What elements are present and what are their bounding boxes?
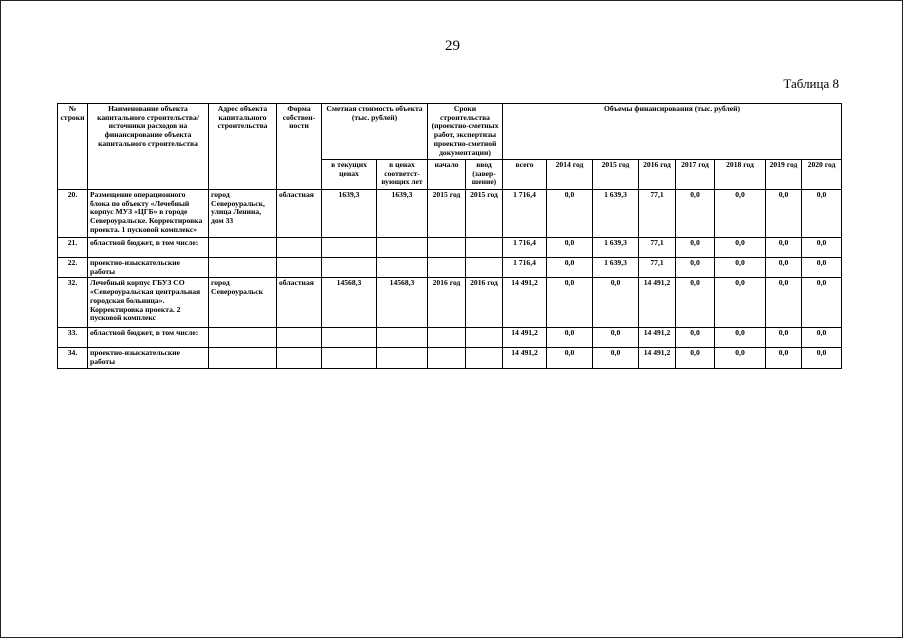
cell-name: Размещение операционного блока по объекту «Лечебный корпус МУЗ «ЦГБ» в городе Североуральске. Корректировка проекта. 1 пусковой комплекс» bbox=[88, 190, 209, 238]
cell-2016: 14 491,2 bbox=[639, 328, 676, 348]
header-2014: 2014 год bbox=[547, 160, 593, 190]
cell-cost-current bbox=[322, 348, 377, 368]
header-2015: 2015 год bbox=[593, 160, 639, 190]
cell-2020: 0,0 bbox=[802, 238, 842, 258]
cell-cost-actual bbox=[377, 238, 428, 258]
cell-end: 2015 год bbox=[466, 190, 503, 238]
cell-2014: 0,0 bbox=[547, 190, 593, 238]
cell-2018: 0,0 bbox=[715, 328, 766, 348]
table-row bbox=[58, 278, 842, 328]
cell-2015: 0,0 bbox=[593, 328, 639, 348]
cell-cost-current bbox=[322, 238, 377, 258]
table-row bbox=[58, 328, 842, 348]
cell-2017: 0,0 bbox=[676, 258, 715, 278]
cell-2016: 77,1 bbox=[639, 238, 676, 258]
header-num: № строки bbox=[58, 104, 88, 190]
cell-2018: 0,0 bbox=[715, 278, 766, 328]
table-row bbox=[58, 238, 842, 258]
cell-cost-current: 1639,3 bbox=[322, 190, 377, 238]
cell-name: Лечебный корпус ГБУЗ СО «Североуральская центральная городская больница». Корректировка проекта. 2 пусковой комплекс bbox=[88, 278, 209, 328]
cell-address bbox=[209, 348, 277, 368]
cell-start bbox=[428, 328, 466, 348]
cell-cost-actual bbox=[377, 328, 428, 348]
cell-cost-actual bbox=[377, 348, 428, 368]
header-end: ввод (завер-шение) bbox=[466, 160, 503, 190]
cell-name: областной бюджет, в том числе: bbox=[88, 328, 209, 348]
cell-address bbox=[209, 238, 277, 258]
page-number: 29 bbox=[445, 38, 460, 54]
cell-2020: 0,0 bbox=[802, 348, 842, 368]
cell-total: 14 491,2 bbox=[503, 328, 547, 348]
cell-cost-actual: 14568,3 bbox=[377, 278, 428, 328]
cell-ownership bbox=[277, 328, 322, 348]
cell-cost-current: 14568,3 bbox=[322, 278, 377, 328]
cell-2019: 0,0 bbox=[766, 258, 802, 278]
cell-ownership bbox=[277, 238, 322, 258]
cell-total: 1 716,4 bbox=[503, 258, 547, 278]
cell-ownership bbox=[277, 258, 322, 278]
cell-total: 14 491,2 bbox=[503, 348, 547, 368]
cell-total: 1 716,4 bbox=[503, 238, 547, 258]
cell-cost-current bbox=[322, 328, 377, 348]
table-row bbox=[58, 348, 842, 368]
cell-2019: 0,0 bbox=[766, 328, 802, 348]
cell-cost-actual: 1639,3 bbox=[377, 190, 428, 238]
cell-total: 14 491,2 bbox=[503, 278, 547, 328]
cell-cost-current bbox=[322, 258, 377, 278]
cell-2015: 0,0 bbox=[593, 278, 639, 328]
header-terms: Сроки строительства (проектно-сметных работ, экспертизы проектно-сметной документации) bbox=[428, 104, 503, 160]
cell-end bbox=[466, 258, 503, 278]
cell-2020: 0,0 bbox=[802, 278, 842, 328]
header-cost-actual: в ценах соответст-вующих лет bbox=[377, 160, 428, 190]
cell-2018: 0,0 bbox=[715, 190, 766, 238]
cell-name: проектно-изыскательские работы bbox=[88, 348, 209, 368]
cell-name: проектно-изыскательские работы bbox=[88, 258, 209, 278]
cell-2020: 0,0 bbox=[802, 328, 842, 348]
table-title: Таблица 8 bbox=[783, 76, 839, 91]
cell-2017: 0,0 bbox=[676, 238, 715, 258]
cell-end bbox=[466, 348, 503, 368]
cell-end bbox=[466, 238, 503, 258]
cell-start bbox=[428, 348, 466, 368]
header-2019: 2019 год bbox=[766, 160, 802, 190]
cell-end: 2016 год bbox=[466, 278, 503, 328]
cell-address bbox=[209, 258, 277, 278]
header-2017: 2017 год bbox=[676, 160, 715, 190]
header-2016: 2016 год bbox=[639, 160, 676, 190]
cell-total: 1 716,4 bbox=[503, 190, 547, 238]
cell-2015: 1 639,3 bbox=[593, 190, 639, 238]
cell-2016: 14 491,2 bbox=[639, 348, 676, 368]
cell-2014: 0,0 bbox=[547, 328, 593, 348]
table-row bbox=[58, 258, 842, 278]
cell-num: 20. bbox=[58, 190, 88, 238]
cell-2018: 0,0 bbox=[715, 258, 766, 278]
cell-2017: 0,0 bbox=[676, 348, 715, 368]
header-name: Наименование объекта капитального строительства/ источники расходов на финансирование объекта капитального строительства bbox=[88, 104, 209, 190]
cell-name: областной бюджет, в том числе: bbox=[88, 238, 209, 258]
header-start: начало bbox=[428, 160, 466, 190]
cell-2015: 1 639,3 bbox=[593, 258, 639, 278]
cell-2016: 14 491,2 bbox=[639, 278, 676, 328]
cell-2019: 0,0 bbox=[766, 238, 802, 258]
header-address: Адрес объекта капитального строительства bbox=[209, 104, 277, 190]
cell-num: 21. bbox=[58, 238, 88, 258]
cell-num: 34. bbox=[58, 348, 88, 368]
header-ownership: Форма собствен-ности bbox=[277, 104, 322, 190]
header-cost: Сметная стоимость объекта (тыс. рублей) bbox=[322, 104, 428, 160]
cell-2018: 0,0 bbox=[715, 238, 766, 258]
table-row bbox=[58, 190, 842, 238]
cell-2018: 0,0 bbox=[715, 348, 766, 368]
cell-cost-actual bbox=[377, 258, 428, 278]
cell-end bbox=[466, 328, 503, 348]
cell-2015: 1 639,3 bbox=[593, 238, 639, 258]
header-total: всего bbox=[503, 160, 547, 190]
cell-start bbox=[428, 238, 466, 258]
cell-address: город Североуральск bbox=[209, 278, 277, 328]
cell-ownership: областная bbox=[277, 278, 322, 328]
cell-2014: 0,0 bbox=[547, 278, 593, 328]
cell-2019: 0,0 bbox=[766, 348, 802, 368]
cell-2016: 77,1 bbox=[639, 190, 676, 238]
header-cost-current: в текущих ценах bbox=[322, 160, 377, 190]
cell-2017: 0,0 bbox=[676, 278, 715, 328]
cell-start bbox=[428, 258, 466, 278]
cell-2015: 0,0 bbox=[593, 348, 639, 368]
cell-2019: 0,0 bbox=[766, 190, 802, 238]
cell-start: 2015 год bbox=[428, 190, 466, 238]
cell-num: 22. bbox=[58, 258, 88, 278]
cell-address: город Североуральск, улица Ленина, дом 33 bbox=[209, 190, 277, 238]
cell-address bbox=[209, 328, 277, 348]
financing-table bbox=[57, 103, 842, 369]
cell-ownership: областная bbox=[277, 190, 322, 238]
cell-2014: 0,0 bbox=[547, 348, 593, 368]
cell-2017: 0,0 bbox=[676, 328, 715, 348]
cell-2020: 0,0 bbox=[802, 258, 842, 278]
header-volumes: Объемы финансирования (тыс. рублей) bbox=[503, 104, 842, 160]
cell-2017: 0,0 bbox=[676, 190, 715, 238]
header-2020: 2020 год bbox=[802, 160, 842, 190]
cell-2020: 0,0 bbox=[802, 190, 842, 238]
cell-num: 32. bbox=[58, 278, 88, 328]
cell-2019: 0,0 bbox=[766, 278, 802, 328]
header-2018: 2018 год bbox=[715, 160, 766, 190]
cell-num: 33. bbox=[58, 328, 88, 348]
cell-ownership bbox=[277, 348, 322, 368]
cell-2016: 77,1 bbox=[639, 258, 676, 278]
cell-2014: 0,0 bbox=[547, 258, 593, 278]
cell-2014: 0,0 bbox=[547, 238, 593, 258]
cell-start: 2016 год bbox=[428, 278, 466, 328]
